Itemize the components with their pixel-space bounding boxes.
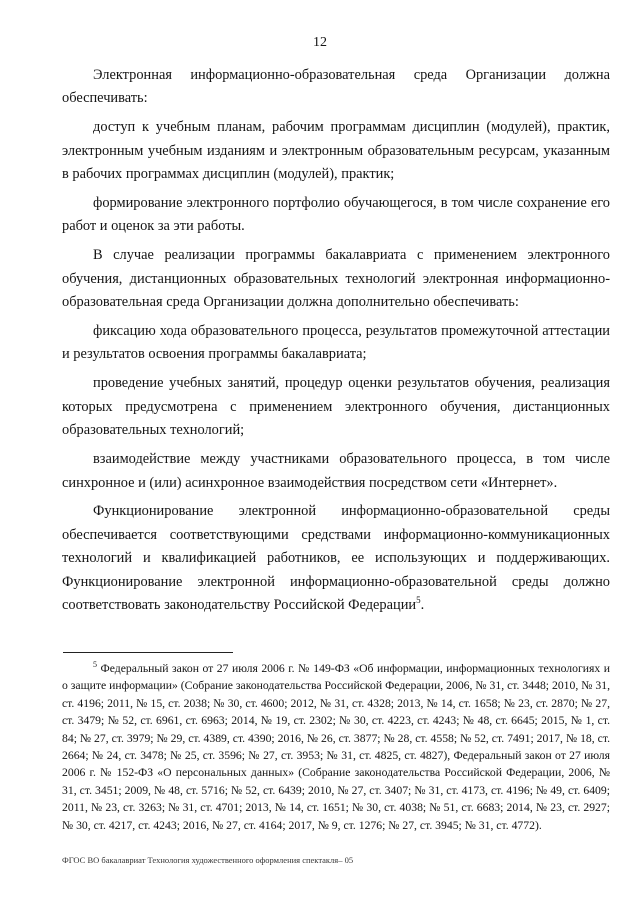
paragraph: фиксацию хода образовательного процесса, результатов промежуточной аттестации и результатов освоения программы бакалавриата; (62, 323, 610, 363)
paragraph: формирование электронного портфолио обучающегося, в том числе сохранение его работ и оценок за эти работы. (62, 195, 610, 235)
page-number: 12 (313, 35, 327, 50)
paragraph: Электронная информационно-образовательная среда Организации должна обеспечивать: (62, 67, 610, 107)
footnote-text: Федеральный закон от 27 июля 2006 г. № 149-ФЗ «Об информации, информационных технологиях и о защите информации» (Собрание законодательства Российской Федерации, 2006, № 31, ст. 3448; 2010, № 31, ст. 4196; 2011, № 15, ст. 2038; № 30, ст. 4600; 2012, № 31, ст. 4328; 2013, № 14, ст. 1658; № 23, ст. 2870; № 27, ст. 3479; № 52, ст. 6961, ст. 6963; 2014, № 19, ст. 2302; № 30, ст. 4223, ст. 4243; № 48, ст. 6645; 2015, № 1, ст. 84; № 27, ст. 3979; № 29, ст. 4389, ст. 4390; 2016, № 26, ст. 3877; № 28, ст. 4558; № 52, ст. 7491; 2017, № 18, ст. 2664; № 24, ст. 3478; № 25, ст. 3596; № 27, ст. 3953; № 31, ст. 4825, ст. 4827), Федеральный закон от 27 июля 2006 г. № 152-ФЗ «О персональных данных» (Собрание законодательства Российской Федерации, 2006, № 31, ст. 3451; 2009, № 48, ст. 5716; № 52, ст. 6439; 2010, № 27, ст. 3407; № 31, ст. 4173, ст. 4196; № 49, ст. 6409; 2011, № 23, ст. 3263; № 31, ст. 4701; 2013, № 14, ст. 1651; № 30, ст. 4038; № 51, ст. 6683; 2014, № 23, ст. 2927; № 30, ст. 4217, ст. 4243; 2016, № 27, ст. 4164; 2017, № 9, ст. 1276; № 27, ст. 3945; № 31, ст. 4772). (62, 662, 610, 832)
paragraph: доступ к учебным планам, рабочим программам дисциплин (модулей), практик, электронным учебным изданиям и электронным образовательным ресурсам, указанным в рабочих программах дисциплин (модулей), практик; (62, 119, 610, 183)
footnote-marker: 5 (93, 660, 97, 670)
footnote-reference[interactable]: 5 (416, 595, 421, 606)
paragraph: В случае реализации программы бакалавриата с применением электронного обучения, дистанционных образовательных технологий электронная информационно-образовательная среда Организации должна дополнительно обеспечивать: (62, 247, 610, 311)
footnote-separator (63, 652, 233, 653)
footnote (62, 660, 610, 834)
paragraph: проведение учебных занятий, процедур оценки результатов обучения, реализация которых предусмотрена с применением электронного обучения, дистанционных образовательных технологий; (62, 375, 610, 439)
paragraph-text: Функционирование электронной информационно-образовательной среды обеспечивается соответствующими средствами информационно-коммуникационных технологий и квалификацией работников, ее использующих и поддерживающих. Функционирование электронной информационно-образовательной среды должно соответствовать законодательству Российской Федерации (62, 503, 610, 614)
paragraph: взаимодействие между участниками образовательного процесса, в том числе синхронное и (или) асинхронное взаимодействия посредством сети «Интернет». (62, 451, 610, 491)
paragraph-with-footnote (62, 500, 610, 617)
paragraph-end-punctuation: . (420, 597, 425, 614)
document-body (62, 64, 610, 623)
page-footer: ФГОС ВО бакалавриат Технология художественного оформления спектакля– 05 (62, 855, 354, 865)
